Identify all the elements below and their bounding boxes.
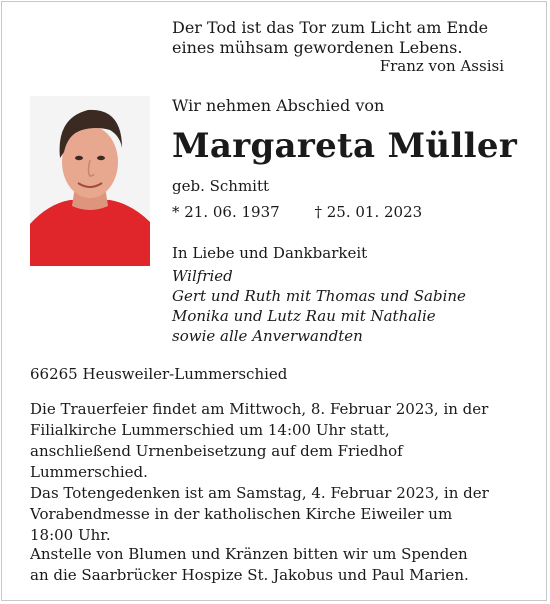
quote-author: Franz von Assisi	[379, 57, 504, 75]
service-line: Das Totengedenken ist am Samstag, 4. Februar 2023, in der	[30, 484, 489, 502]
service-paragraph	[30, 399, 520, 546]
life-dates	[172, 203, 422, 221]
service-line: Die Trauerfeier findet am Mittwoch, 8. Februar 2023, in der	[30, 400, 489, 418]
donation-line: an die Saarbrücker Hospize St. Jakobus und Paul Marien.	[30, 566, 469, 584]
mourner: Monika und Lutz Rau mit Nathalie	[172, 307, 436, 325]
place-line: 66265 Heusweiler-Lummerschied	[30, 365, 288, 383]
love-line: In Liebe und Dankbarkeit	[172, 244, 368, 262]
birth-date: * 21. 06. 1937	[172, 203, 280, 221]
quote-line: eines mühsam gewordenen Lebens.	[172, 38, 463, 57]
quote	[172, 18, 488, 58]
service-line: Lummerschied.	[30, 463, 148, 481]
quote-line: Der Tod ist das Tor zum Licht am Ende	[172, 18, 489, 37]
intro-text: Wir nehmen Abschied von	[172, 96, 385, 115]
donation-line: Anstelle von Blumen und Kränzen bitten wir um Spenden	[30, 545, 468, 563]
donation-paragraph	[30, 544, 520, 586]
service-line: anschließend Urnenbeisetzung auf dem Friedhof	[30, 442, 403, 460]
mourner: Wilfried	[172, 267, 233, 285]
death-date: † 25. 01. 2023	[314, 203, 423, 221]
service-line: Vorabendmesse in der katholischen Kirche Eiweiler um	[30, 505, 453, 523]
maiden-name: geb. Schmitt	[172, 177, 270, 195]
mourners-list	[172, 266, 466, 346]
deceased-name: Margareta Müller	[172, 126, 518, 166]
portrait-illustration	[30, 96, 150, 266]
mourner: sowie alle Anverwandten	[172, 327, 363, 345]
portrait-photo	[30, 96, 150, 266]
service-line: Filialkirche Lummerschied um 14:00 Uhr statt,	[30, 421, 390, 439]
service-line: 18:00 Uhr.	[30, 526, 111, 544]
mourner: Gert und Ruth mit Thomas und Sabine	[172, 287, 466, 305]
